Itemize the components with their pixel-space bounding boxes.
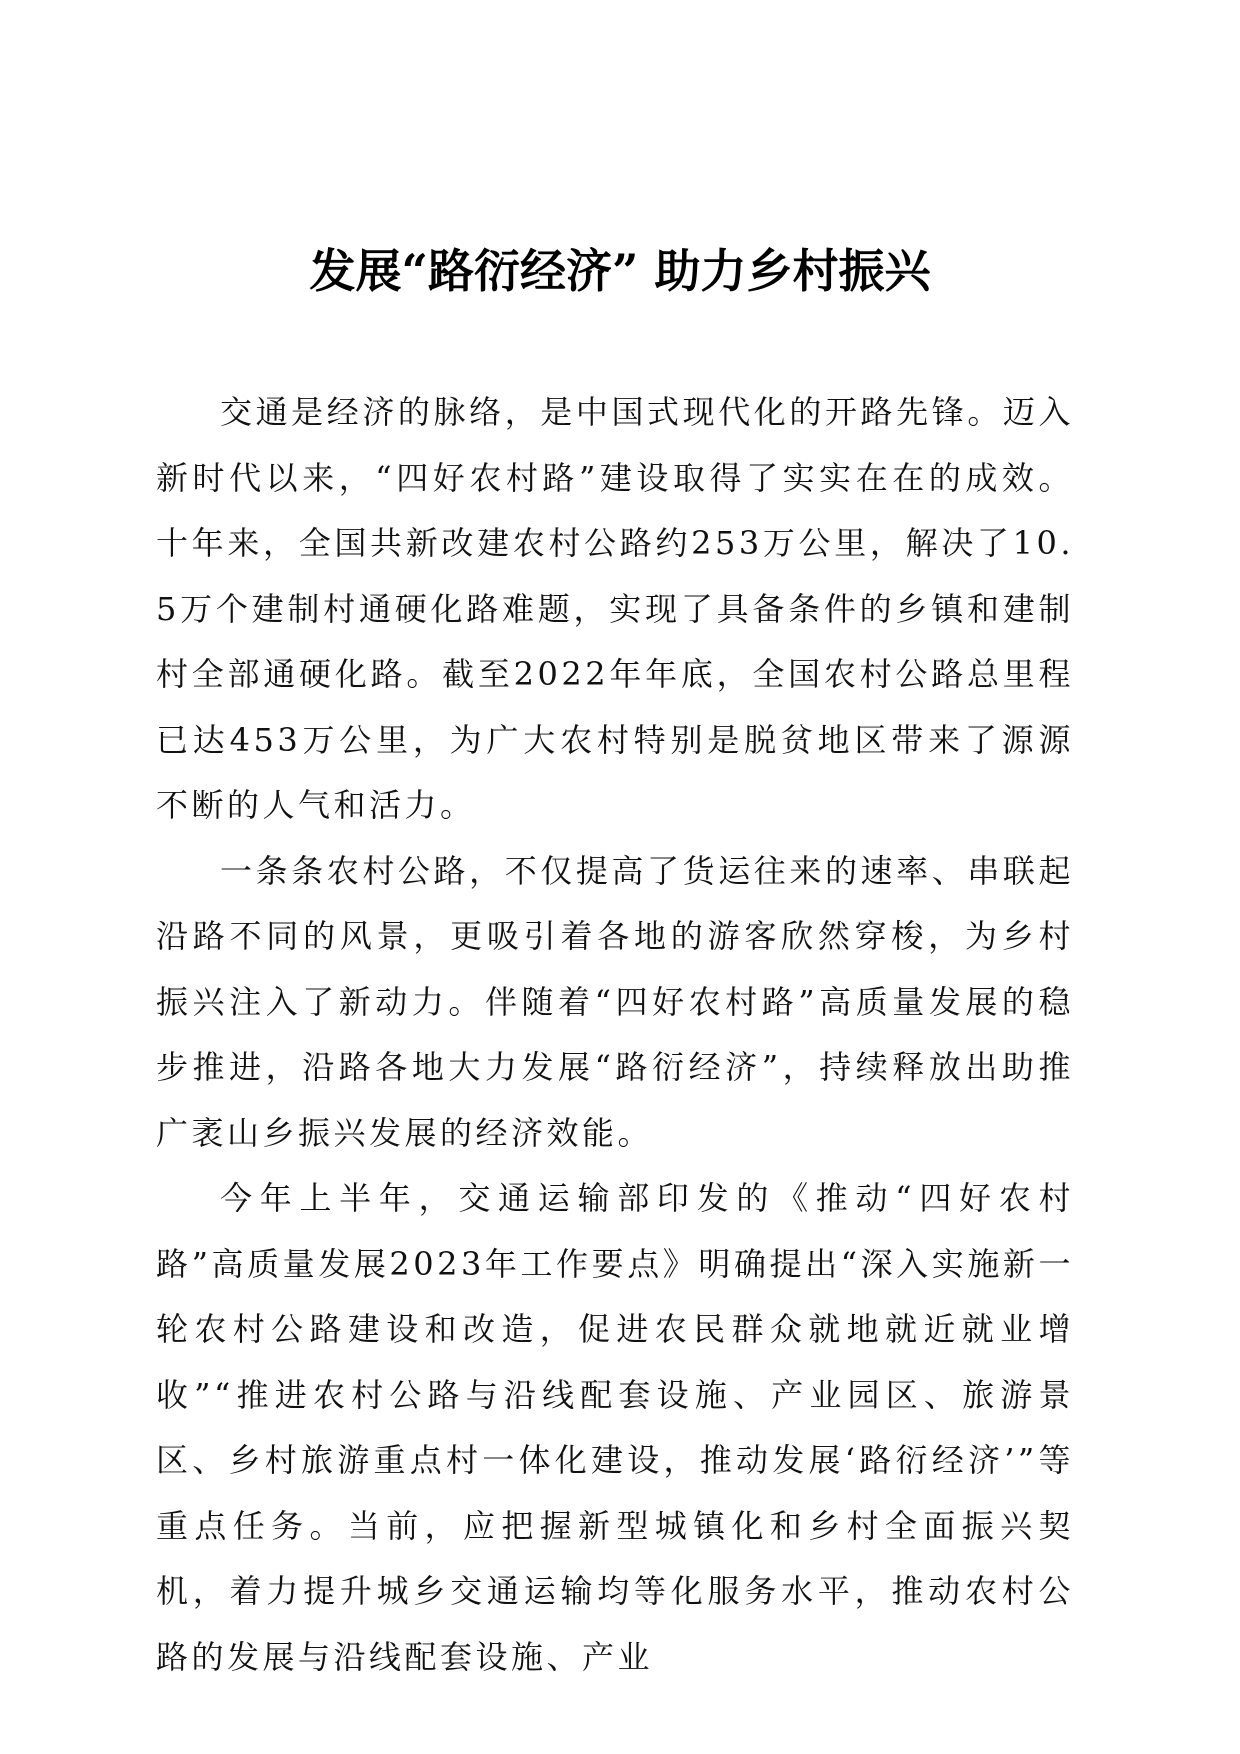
paragraph: 今年上半年，交通运输部印发的《推动“四好农村路”高质量发展2023年工作要点》明确提出“深入实施新一轮农村公路建设和改造，促进农民群众就地就近就业增收”“推进农村公路与沿线配套设施、产业园区、旅游景区、乡村旅游重点村一体化建设，推动发展‘路衍经济’”等重点任务。当前，应把握新型城镇化和乡村全面振兴契机，着力提升城乡交通运输均等化服务水平，推动农村公路的发展与沿线配套设施、产业 bbox=[156, 1179, 1074, 1676]
paragraph: 交通是经济的脉络，是中国式现代化的开路先锋。迈入新时代以来，“四好农村路”建设取得了实实在在的成效。十年来，全国共新改建农村公路约253万公里，解决了10.5万个建制村通硬化路难题，实现了具备条件的乡镇和建制村全部通硬化路。截至2022年年底，全国农村公路总里程已达453万公里，为广大农村特别是脱贫地区带来了源源不断的人气和活力。 bbox=[156, 393, 1074, 824]
article-title: 发展“路衍经济” 助力乡村振兴 bbox=[309, 244, 931, 298]
article-body bbox=[156, 380, 1074, 1690]
paragraph: 一条条农村公路，不仅提高了货运往来的速率、串联起沿路不同的风景，更吸引着各地的游客欣然穿梭，为乡村振兴注入了新动力。伴随着“四好农村路”高质量发展的稳步推进，沿路各地大力发展“路衍经济”，持续释放出助推广袤山乡振兴发展的经济效能。 bbox=[156, 851, 1074, 1152]
